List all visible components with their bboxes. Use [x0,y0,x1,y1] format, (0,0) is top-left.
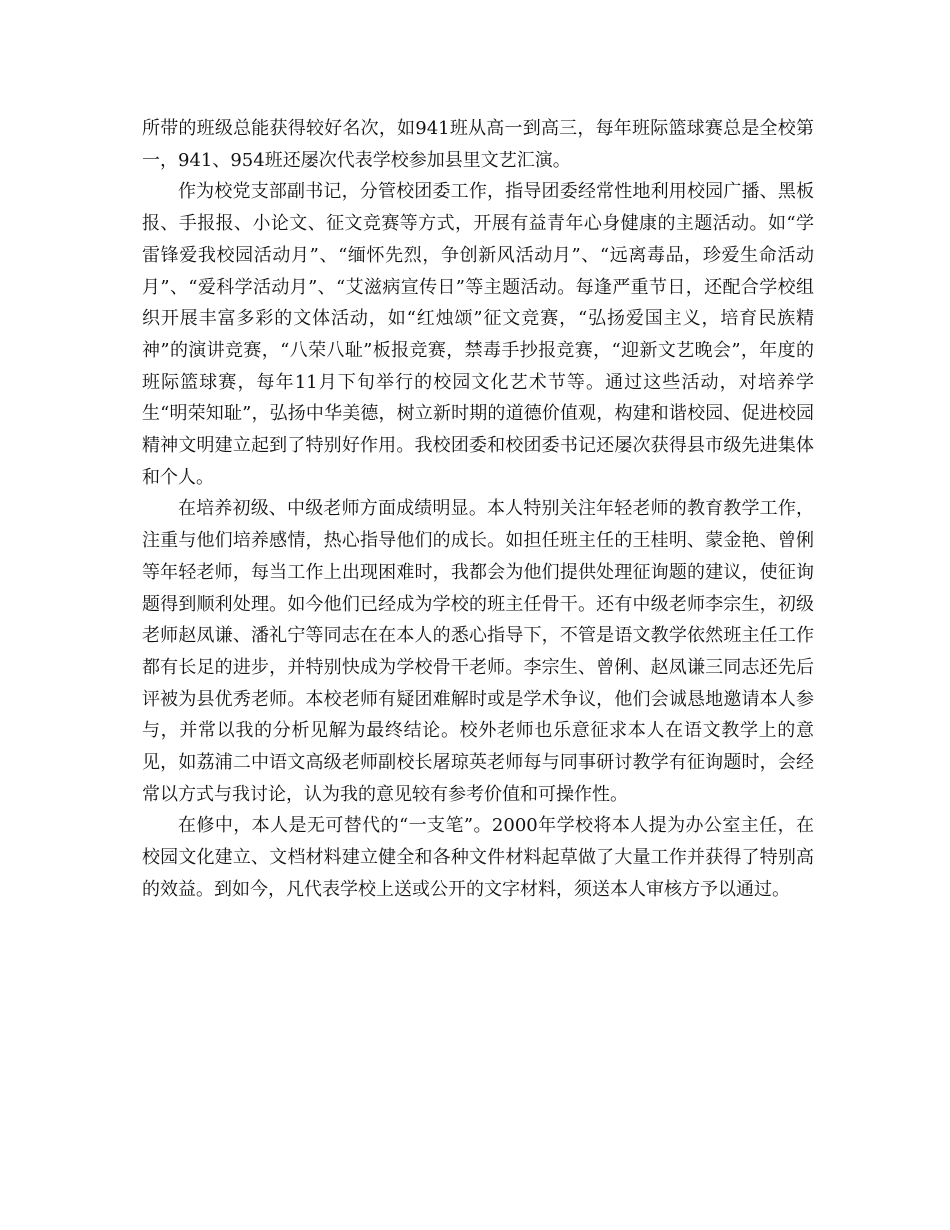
document-body [142,113,814,906]
paragraph-2: 作为校党支部副书记，分管校团委工作，指导团委经常性地利用校园广播、黑板报、手报报、小论文、征文竞赛等方式，开展有益青年心身健康的主题活动。如“学雷锋爱我校园活动月”、“缅怀先烈，争创新风活动月”、“远离毒品，珍爱生命活动月”、“爱科学活动月”、“艾滋病宣传日”等主题活动。每逢严重节日，还配合学校组织开展丰富多彩的文体活动，如“红烛颂”征文竞赛，“弘扬爱国主义，培育民族精神”的演讲竞赛，“八荣八耻”板报竞赛，禁毒手抄报竞赛，“迎新文艺晚会”，年度的班际篮球赛，每年11月下旬举行的校园文化艺术节等。通过这些活动，对培养学生“明荣知耻”，弘扬中华美德，树立新时期的道德价值观，构建和谐校园、促进校园精神文明建立起到了特别好作用。我校团委和校团委书记还屡次获得县市级先进集体和个人。 [142,181,814,488]
paragraph-4: 在修中，本人是无可替代的“一支笔”。2000年学校将本人提为办公室主任，在校园文化建立、文档材料建立健全和各种文件材料起草做了大量工作并获得了特别高的效益。到如今，凡代表学校上送或公开的文字材料，须送本人审核方予以通过。 [142,815,814,900]
paragraph-1: 所带的班级总能获得较好名次，如941班从高一到高三，每年班际篮球赛总是全校第一，941、954班还屡次代表学校参加县里文艺汇演。 [142,118,814,171]
paragraph-3: 在培养初级、中级老师方面成绩明显。本人特别关注年轻老师的教育教学工作，注重与他们培养感情，热心指导他们的成长。如担任班主任的王桂明、蒙金艳、曾俐等年轻老师，每当工作上出现困难时，我都会为他们提供处理征询题的建议，使征询题得到顺利处理。如今他们已经成为学校的班主任骨干。还有中级老师李宗生，初级老师赵凤谦、潘礼宁等同志在在本人的悉心指导下，不管是语文教学依然班主任工作都有长足的进步，并特别快成为学校骨干老师。李宗生、曾俐、赵凤谦三同志还先后评被为县优秀老师。本校老师有疑团难解时或是学术争议，他们会诚恳地邀请本人参与，并常以我的分析见解为最终结论。校外老师也乐意征求本人在语文教学上的意见，如荔浦二中语文高级老师副校长屠琼英老师每与同事研讨教学有征询题时，会经常以方式与我讨论，认为我的意见较有参考价值和可操作性。 [142,498,814,805]
